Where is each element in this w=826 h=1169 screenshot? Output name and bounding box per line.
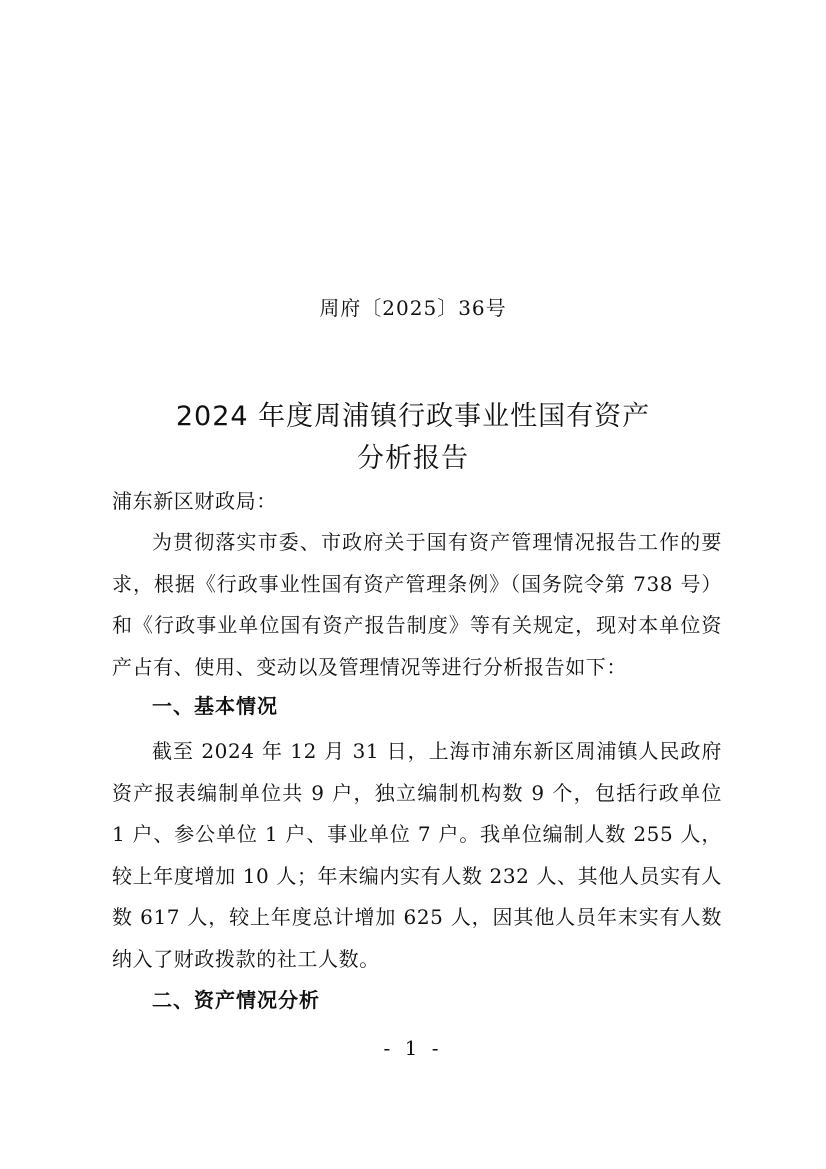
intro-paragraph: 为贯彻落实市委、市政府关于国有资产管理情况报告工作的要求，根据《行政事业性国有资产管理条例》（国务院令第 738 号）和《行政事业单位国有资产报告制度》等有关规定，现对本单位资产占有、使用、变动以及管理情况等进行分析报告如下： xyxy=(112,530,722,679)
report-title-line2: 分析报告 xyxy=(357,443,469,474)
section-heading-basic-info: 一、基本情况 xyxy=(152,694,278,718)
section-heading-asset-analysis: 二、资产情况分析 xyxy=(152,988,320,1012)
report-title-line1: 2024 年度周浦镇行政事业性国有资产 xyxy=(175,401,651,432)
page-number: - 1 - xyxy=(383,1036,443,1060)
document-number: 周府〔2025〕36号 xyxy=(319,296,507,320)
basic-info-paragraph: 截至 2024 年 12 月 31 日，上海市浦东新区周浦镇人民政府资产报表编制单位共 9 户，独立编制机构数 9 个，包括行政单位 1 户、参公单位 1 户、事业单位 7 户。我单位编制人数 255 人，较上年度增加 10 人；年末编内实有人数 232 人、其他人员实有人数 617 人，较上年度总计增加 625 人，因其他人员年末实有人数纳入了财政拨款的社工人数。 xyxy=(112,739,722,971)
addressee: 浦东新区财政局： xyxy=(112,489,277,513)
